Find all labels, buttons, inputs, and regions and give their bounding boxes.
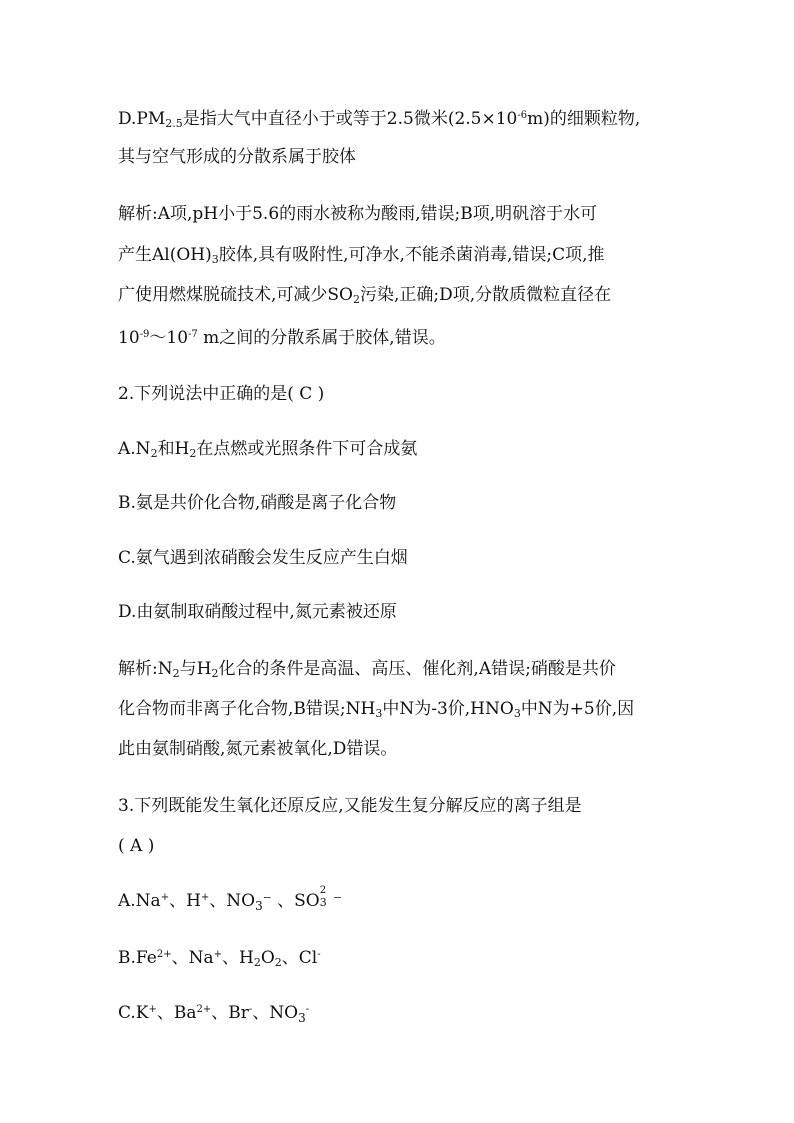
q3-option-b: $B.Fe^{2+}$、Na+、$H_2O_2$、Cl- (118, 948, 321, 969)
q1-analysis-line3: 广使用燃煤脱硫技术,可减少$SO_2$污染,正确;D项,分散质微粒直径在 (118, 285, 612, 306)
q3-option-c: C.K+、$Ba^{2+}$、Br-、$NO_3^-$ (118, 1003, 310, 1025)
q2-stem: 2.下列说法中正确的是( C ) (118, 384, 325, 404)
q2-analysis-line3: 此由氨制硝酸,氮元素被氧化,D错误。 (118, 739, 398, 759)
q2-option-c: C.氨气遇到浓硝酸会发生反应产生白烟 (118, 548, 408, 568)
q2-analysis-line2: 化合物而非离子化合物,B错误$;NH_3$中N为-3价$,HNO_3$中N为+5价,因 (118, 699, 635, 720)
q2-option-b: B.氨是共价化合物,硝酸是离子化合物 (118, 493, 397, 513)
q1-option-d-line1: $D.PM_{2.5}$是指大气中直径小于或等于2.5微米$(2.5\times 10^{-6}m)$的细颗粒物, (118, 109, 641, 130)
q3-stem-line1: 3.下列既能发生氧化还原反应,又能发生复分解反应的离子组是 (118, 796, 582, 816)
q1-analysis-line2: 产生$Al(OH)_3$胶体,具有吸附性,可净水,不能杀菌消毒,错误;C项,推 (118, 245, 605, 266)
q2-analysis-line1: 解析$:N_2$与$H_2$化合的条件是高温、高压、催化剂,A错误;硝酸是共价 (118, 659, 616, 680)
q1-option-d-line2: 其与空气形成的分散系属于胶体 (118, 147, 356, 167)
q2-option-a: $A.N_2$和$H_2$在点燃或光照条件下可合成氨 (118, 439, 418, 460)
q2-option-d: D.由氨制取硝酸过程中,氮元素被还原 (118, 602, 397, 622)
sulfite-charge-stack: 2 3 (319, 885, 327, 909)
q3-stem-line2: ( A ) (118, 836, 155, 856)
q3-option-a: A.Na+、H+、$NO_3^-$ 、SO 2 3 ⁻ (118, 885, 343, 913)
q1-analysis-line4: $10^{-9}\sim 10^{-7}$ m之间的分散系属于胶体,错误。 (118, 328, 446, 348)
q1-analysis-line1: 解析:A项,pH小于5.6的雨水被称为酸雨,错误;B项,明矾溶于水可 (118, 204, 598, 224)
